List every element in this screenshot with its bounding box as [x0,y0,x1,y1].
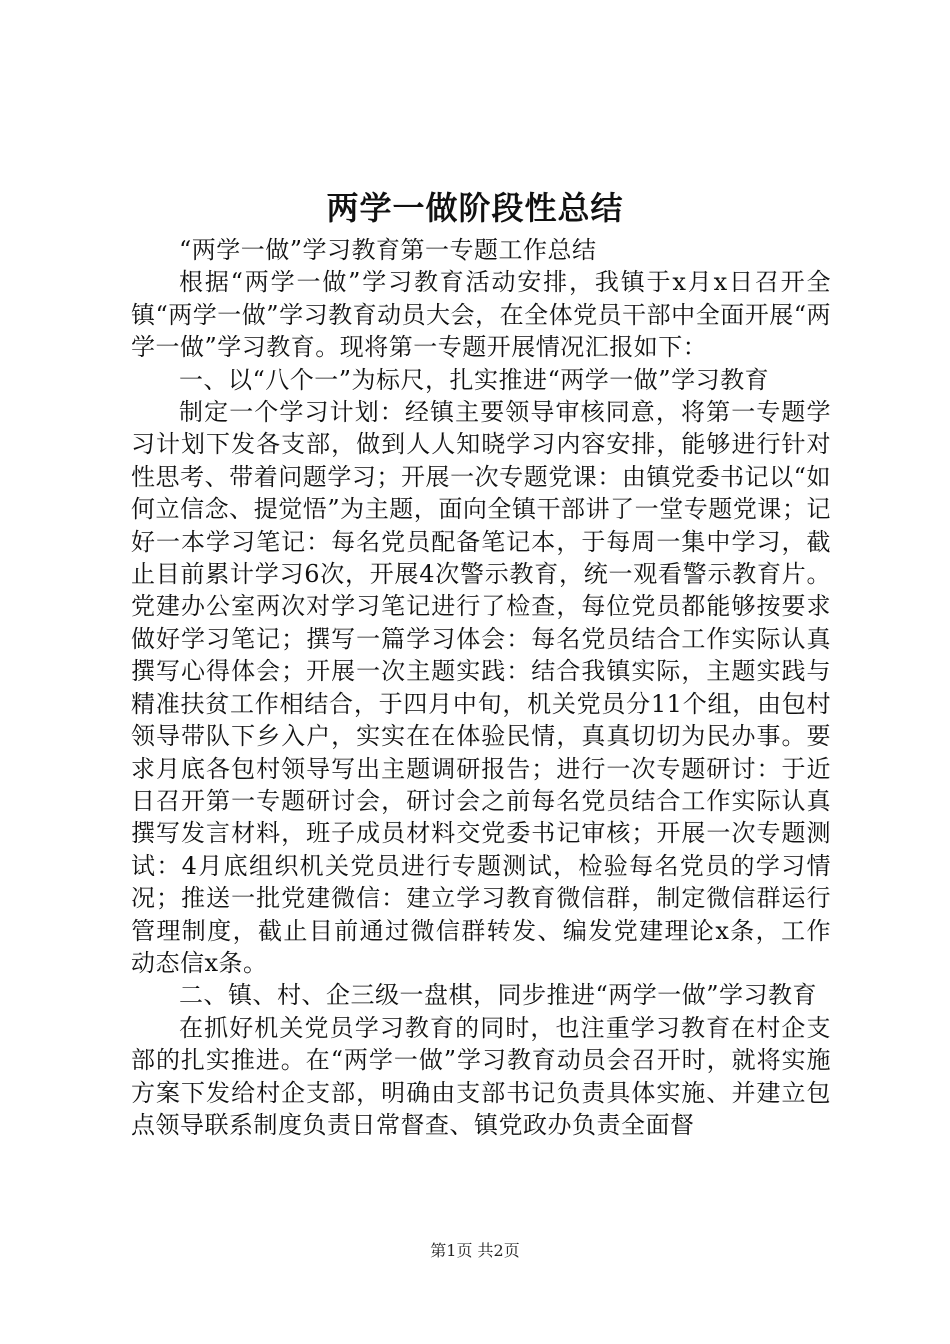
paragraph-section-2: 在抓好机关党员学习教育的同时，也注重学习教育在村企支部的扎实推进。在“两学一做”学习教育动员会召开时，就将实施方案下发给村企支部，明确由支部书记负责具体实施、并建立包点领导联系制度负责日常督查、镇党政办负责全面督 [131,1013,831,1139]
section-heading-2: 二、镇、村、企三级一盘棋，同步推进“两学一做”学习教育 [179,981,818,1010]
page-number-footer: 第1页 共2页 [430,1241,520,1260]
paragraph-intro: 根据“两学一做”学习教育活动安排，我镇于x月x日召开全镇“两学一做”学习教育动员大会，在全体党员干部中全面开展“两学一做”学习教育。现将第一专题开展情况汇报如下： [131,268,831,362]
document-body [131,234,831,1141]
paragraph-subtitle: “两学一做”学习教育第一专题工作总结 [179,236,597,264]
paragraph-section-1: 制定一个学习计划：经镇主要领导审核同意，将第一专题学习计划下发各支部，做到人人知晓学习内容安排，能够进行针对性思考、带着问题学习；开展一次专题党课：由镇党委书记以“如何立信念、提觉悟”为主题，面向全镇干部讲了一堂专题党课；记好一本学习笔记：每名党员配备笔记本，于每周一集中学习，截止目前累计学习6次，开展4次警示教育，统一观看警示教育片。党建办公室两次对学习笔记进行了检查，每位党员都能够按要求做好学习笔记；撰写一篇学习体会：每名党员结合工作实际认真撰写心得体会；开展一次主题实践：结合我镇实际，主题实践与精准扶贫工作相结合，于四月中旬，机关党员分11个组，由包村领导带队下乡入户，实实在在体验民情，真真切切为民办事。要求月底各包村领导写出主题调研报告；进行一次专题研讨：于近日召开第一专题研讨会，研讨会之前每名党员结合工作实际认真撰写发言材料，班子成员材料交党委书记审核；开展一次专题测试：4月底组织机关党员进行专题测试，检验每名党员的学习情况；推送一批党建微信：建立学习教育微信群，制定微信群运行管理制度，截止目前通过微信群转发、编发党建理论x条，工作动态信x条。 [131,398,831,977]
document-title: 两学一做阶段性总结 [326,189,624,227]
section-heading-1: 一、以“八个一”为标尺，扎实推进“两学一做”学习教育 [179,365,770,394]
